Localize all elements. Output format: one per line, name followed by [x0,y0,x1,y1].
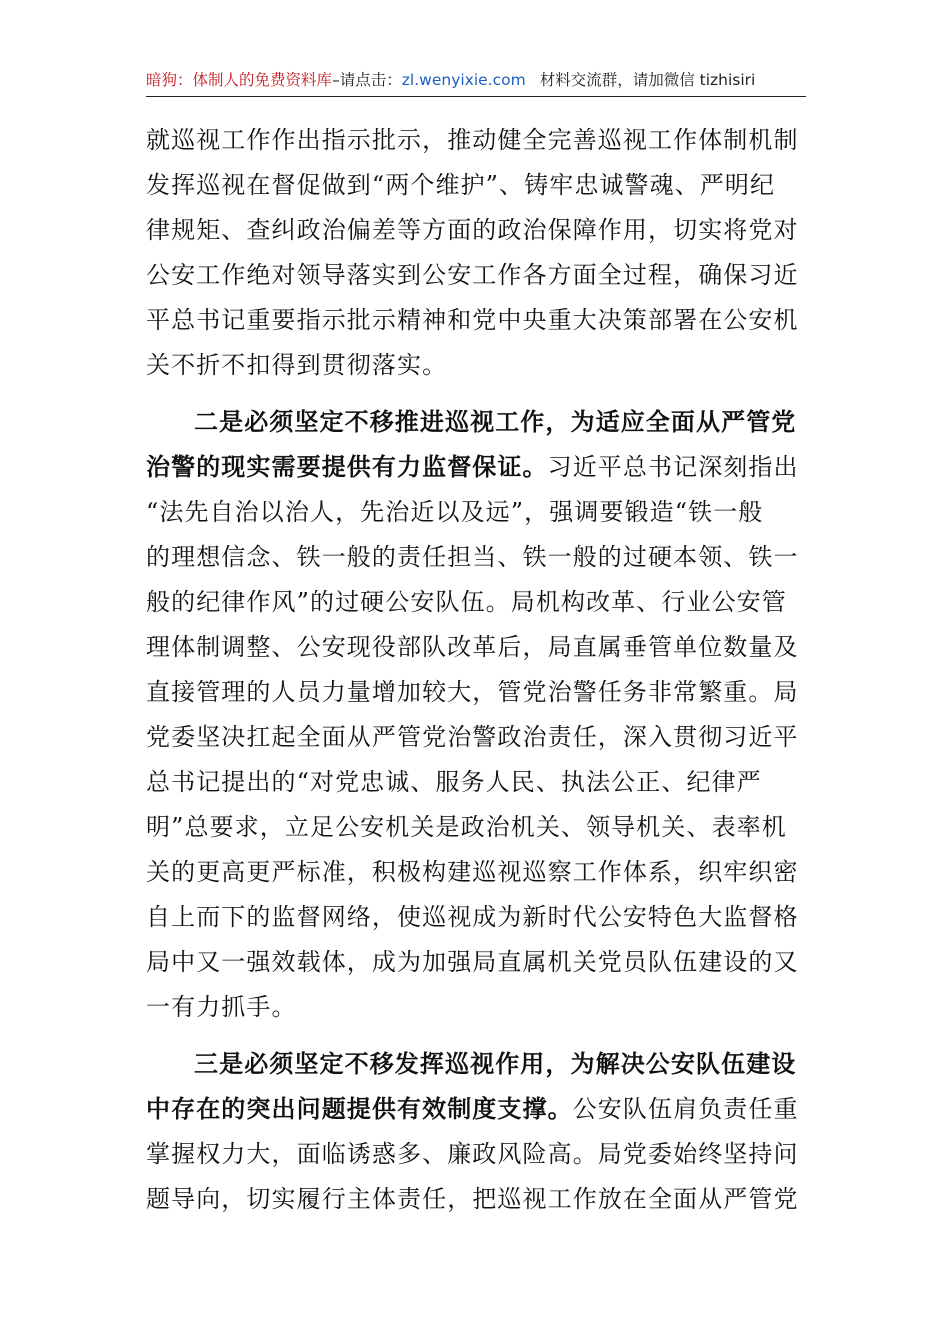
text-line: 公安工作绝对领导落实到公安工作各方面全过程，确保习近 [146,261,799,289]
paragraph-heading-end: 治警的现实需要提供有力监督保证。 [146,453,548,481]
text-line: 题导向，切实履行主体责任，把巡视工作放在全面从严管党 [146,1185,799,1213]
document-body [146,118,808,1222]
text-line: 明”总要求，立足公安机关是政治机关、领导机关、表率机 [146,813,787,841]
paragraph-heading: 三是必须坚定不移发挥巡视作用，为解决公安队伍建设 [194,1050,797,1078]
header-url-link[interactable]: zl.wenyixie.com [401,71,526,89]
text-line: 局中又一强效载体，成为加强局直属机关党员队伍建设的又 [146,948,799,976]
text-line: 掌握权力大，面临诱惑多、廉政风险高。局党委始终坚持问 [146,1140,799,1168]
header-group-text: 材料交流群，请加微信 tizhisiri [539,71,756,89]
text-line: 的理想信念、铁一般的责任担当、铁一般的过硬本领、铁一 [146,543,799,571]
text-line: 党委坚决扛起全面从严管党治警政治责任，深入贯彻习近平 [146,723,799,751]
header-click-label: –请点击： [332,71,402,89]
text-line: 自上而下的监督网络，使巡视成为新时代公安特色大监督格 [146,903,799,931]
paragraph-heading: 二是必须坚定不移推进巡视工作，为适应全面从严管党 [194,408,797,436]
paragraph-heading-end: 中存在的突出问题提供有效制度支撑。 [146,1095,573,1123]
text-line [146,445,808,490]
text-line: 平总书记重要指示批示精神和党中央重大决策部署在公安机 [146,306,799,334]
text-line: 就巡视工作作出指示批示，推动健全完善巡视工作体制机制 [146,126,799,154]
text-line: 发挥巡视在督促做到“两个维护”、铸牢忠诚警魂、严明纪 [146,171,776,199]
text-line: 关不折不扣得到贯彻落实。 [146,351,448,379]
text-line [146,1087,808,1132]
text-line: 律规矩、查纠政治偏差等方面的政治保障作用，切实将党对 [146,216,799,244]
text-line: 关的更高更严标准，积极构建巡视巡察工作体系，织牢织密 [146,858,799,886]
text-line: 理体制调整、公安现役部队改革后，局直属垂管单位数量及 [146,633,799,661]
header-brand: 暗狗：体制人的免费资料库 [146,71,333,89]
paragraph-3 [146,1042,808,1222]
paragraph-2 [146,400,808,1030]
text-line: 一有力抓手。 [146,993,297,1021]
text-line: “法先自治以治人，先治近以及远”，强调要锻造“铁一般 [146,498,764,526]
text-line: 般的纪律作风”的过硬公安队伍。局机构改革、行业公安管 [146,588,787,616]
text-run: 公安队伍肩负责任重 [572,1095,799,1123]
page-header [146,66,806,97]
text-run: 习近平总书记深刻指出 [547,453,799,481]
text-line: 直接管理的人员力量增加较大，管党治警任务非常繁重。局 [146,678,799,706]
paragraph-1 [146,118,808,388]
text-line: 总书记提出的“对党忠诚、服务人民、执法公正、纪律严 [146,768,762,796]
